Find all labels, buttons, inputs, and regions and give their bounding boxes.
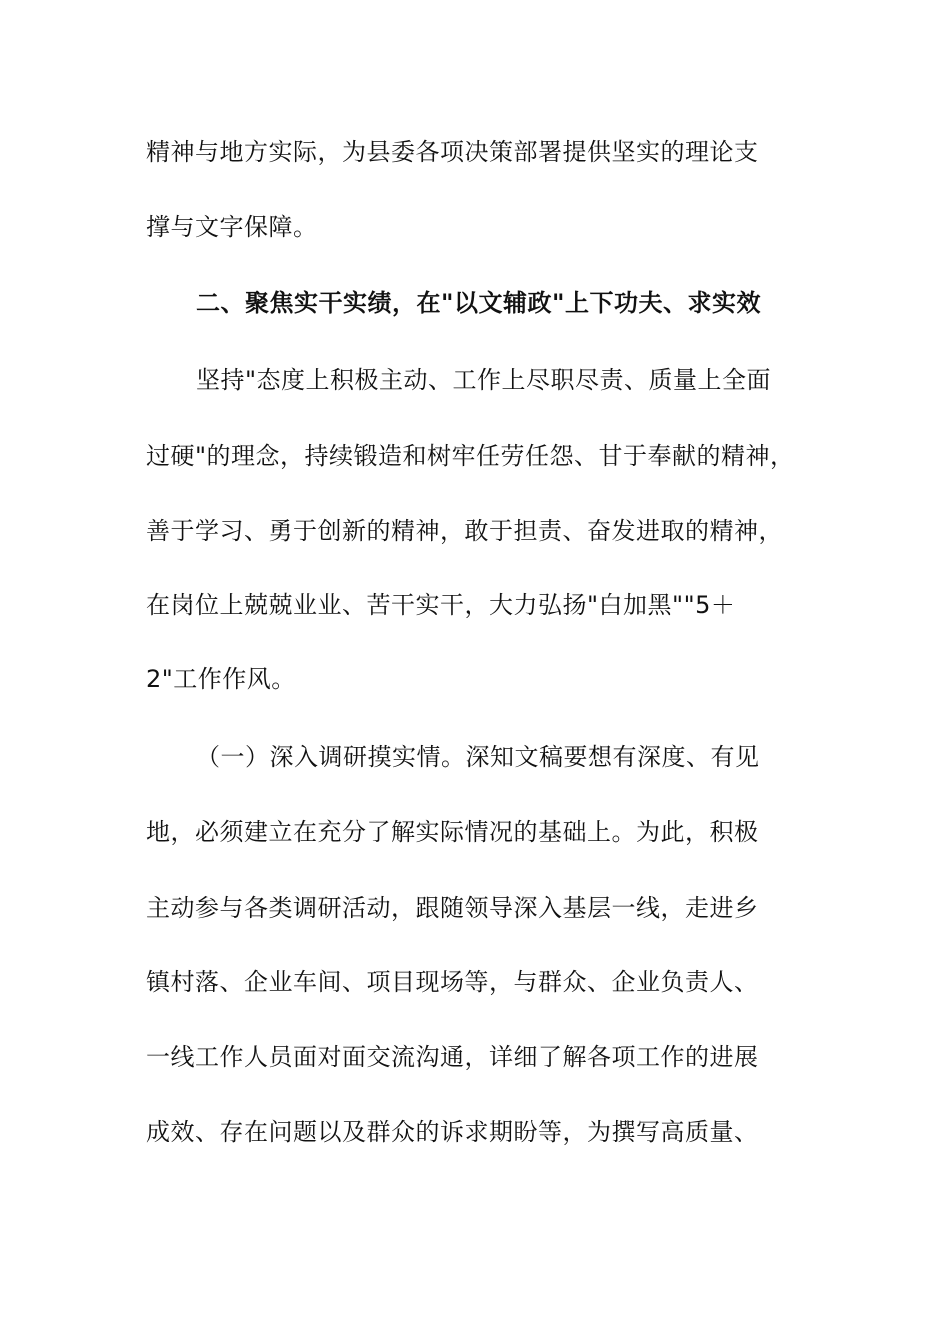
subsection-line-1: （一）深入调研摸实情。深知文稿要想有深度、有见 (196, 743, 760, 771)
text-line-10: 镇村落、企业车间、项目现场等，与群众、企业负责人、 (146, 968, 759, 996)
text-line-11: 一线工作人员面对面交流沟通，详细了解各项工作的进展 (146, 1043, 759, 1071)
text-line-12: 成效、存在问题以及群众的诉求期盼等，为撰写高质量、 (146, 1118, 759, 1146)
text-line-2: 撑与文字保障。 (146, 213, 318, 241)
text-line-4: 过硬"的理念，持续锻造和树牢任劳任怨、甘于奉献的精神， (146, 442, 795, 470)
text-line-3: 坚持"态度上积极主动、工作上尽职尽责、质量上全面 (196, 366, 772, 394)
text-line-5: 善于学习、勇于创新的精神，敢于担责、奋发进取的精神， (146, 517, 783, 545)
section-heading: 二、聚焦实干实绩，在"以文辅政"上下功夫、求实效 (196, 289, 762, 317)
text-line-9: 主动参与各类调研活动，跟随领导深入基层一线，走进乡 (146, 894, 759, 922)
text-line-1: 精神与地方实际，为县委各项决策部署提供坚实的理论支 (146, 138, 759, 166)
text-line-7: 2"工作作风。 (146, 665, 296, 693)
text-line-8: 地，必须建立在充分了解实际情况的基础上。为此，积极 (146, 818, 759, 846)
text-line-6: 在岗位上兢兢业业、苦干实干，大力弘扬"白加黑""5＋ (146, 591, 736, 619)
